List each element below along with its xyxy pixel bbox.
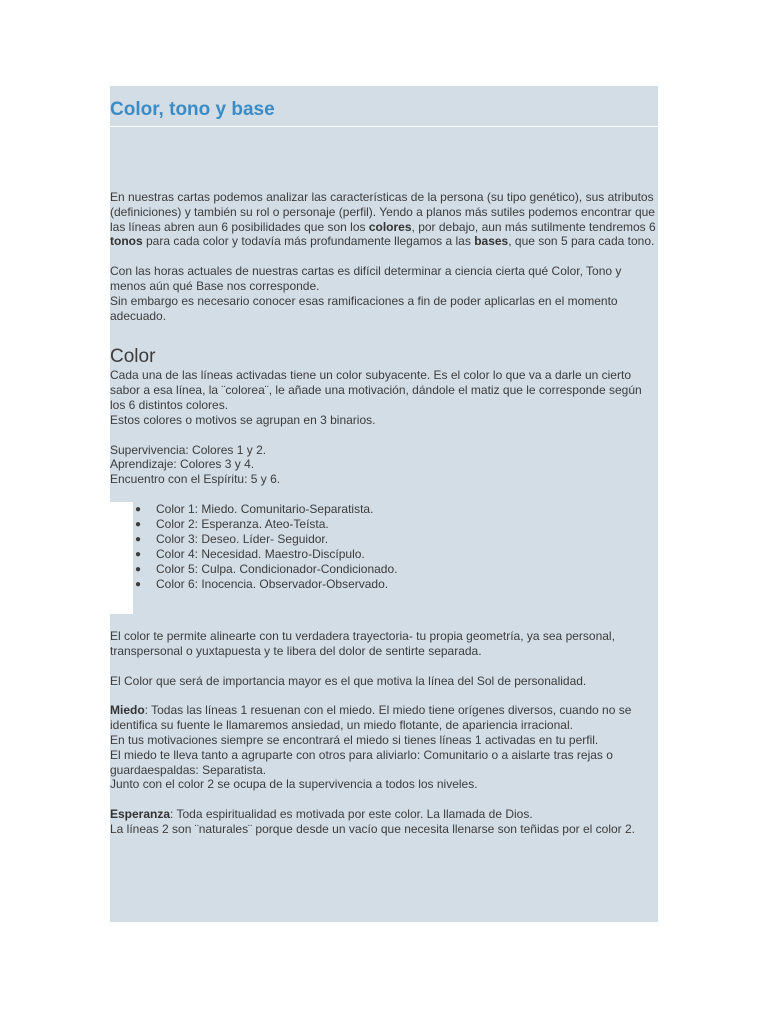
intro-p2-line1: Con las horas actuales de nuestras cartas es difícil determinar a ciencia cierta qué Color, Tono y menos aún qué Base nos corresponde. — [110, 264, 622, 293]
color-paragraph-3: El Color que será de importancia mayor es el que motiva la línea del Sol de personalidad. — [110, 673, 587, 688]
esperanza-line2: La líneas 2 son ¨naturales¨ porque desde un vacío que necesita llenarse son teñidas por el color 2. — [110, 821, 635, 836]
intro-text-d: para cada color y todavía más profundamente llegamos a las — [142, 234, 475, 249]
intro-paragraph-2 — [110, 264, 658, 323]
term-miedo: Miedo — [110, 703, 145, 718]
bullet-icon: ● — [135, 503, 142, 515]
binaries-list — [110, 443, 658, 487]
section-heading-color: Color — [110, 346, 156, 368]
esperanza-line1: : Toda espiritualidad es motivada por este color. La llamada de Dios. — [170, 807, 533, 822]
intro-text-e: , que son 5 para cada tono. — [508, 234, 655, 249]
list-item-text: Color 4: Necesidad. Maestro-Discípulo. — [156, 546, 365, 561]
color-p1-line1: Cada una de las líneas activadas tiene un color subyacente. Es el color lo que va a darle un cierto sabor a esa línea, la ¨colorea¨, le añade una motivación, dándole el matiz que le corresponde según los 6 distintos colores. — [110, 368, 642, 412]
term-bases: bases — [474, 234, 509, 249]
color-list-block — [110, 502, 658, 614]
bullet-icon: ● — [135, 518, 142, 530]
binary-item: Supervivencia: Colores 1 y 2. — [110, 442, 267, 457]
color-paragraph-1 — [110, 368, 658, 427]
miedo-line2: En tus motivaciones siempre se encontrará el miedo si tienes líneas 1 activadas en tu perfil. — [110, 732, 599, 747]
color-p1-line2: Estos colores o motivos se agrupan en 3 binarios. — [110, 412, 376, 427]
term-tonos: tonos — [110, 234, 143, 249]
list-item — [135, 576, 397, 592]
list-item-text: Color 6: Inocencia. Observador-Observado. — [156, 576, 389, 591]
list-item — [135, 546, 397, 562]
document-title: Color, tono y base — [110, 99, 275, 120]
list-item — [135, 531, 397, 547]
esperanza-paragraph — [110, 807, 658, 837]
list-item — [135, 501, 397, 517]
title-divider — [110, 126, 658, 127]
intro-text-a: En nuestras cartas podemos analizar las características de la persona (su tipo genético), sus atributos (definiciones) y también su rol o personaje (perfil). Yendo a planos más sutiles podemos encontrar que las líneas abren aun 6 posibilidades que son los — [110, 190, 655, 234]
list-item-text: Color 5: Culpa. Condicionador-Condicionado. — [156, 561, 398, 576]
miedo-paragraph — [110, 703, 658, 792]
term-esperanza: Esperanza — [110, 807, 171, 822]
bullet-icon: ● — [135, 563, 142, 575]
miedo-line4: Junto con el color 2 se ocupa de la supervivencia a todos los niveles. — [110, 777, 478, 792]
binary-item: Encuentro con el Espíritu: 5 y 6. — [110, 472, 281, 487]
intro-paragraph — [110, 190, 658, 249]
miedo-line1: : Todas las líneas 1 resuenan con el miedo. El miedo tiene orígenes diversos, cuando no se identifica su fuente le llamaremos ansiedad, un miedo flotante, de apariencia irracional. — [110, 703, 632, 733]
list-item-text: Color 1: Miedo. Comunitario-Separatista. — [156, 501, 374, 516]
color-list — [110, 502, 397, 592]
intro-p2-line2: Sin embargo es necesario conocer esas ramificaciones a fin de poder aplicarlas en el momento adecuado. — [110, 293, 618, 323]
list-item-text: Color 3: Deseo. Líder- Seguidor. — [156, 531, 329, 546]
term-colores: colores — [368, 219, 412, 234]
list-item — [135, 561, 398, 577]
intro-text-c: , por debajo, aun más sutilmente tendremos 6 — [411, 219, 656, 234]
color-paragraph-2: El color te permite alinearte con tu verdadera trayectoria- tu propia geometría, ya sea personal, transpersonal o yuxtapuesta y te libera del dolor de sentirte separada. — [110, 628, 615, 658]
list-item-text: Color 2: Esperanza. Ateo-Teísta. — [156, 516, 329, 531]
bullet-icon: ● — [135, 533, 142, 545]
bullet-icon: ● — [135, 578, 142, 590]
document-content — [110, 86, 658, 922]
bullet-icon: ● — [135, 548, 142, 560]
binary-item: Aprendizaje: Colores 3 y 4. — [110, 457, 255, 472]
miedo-line3: El miedo te lleva tanto a agruparte con otros para aliviarlo: Comunitario o a aislarte tras rejas o guardaespaldas: Separatista. — [110, 747, 613, 777]
list-item — [135, 516, 397, 532]
